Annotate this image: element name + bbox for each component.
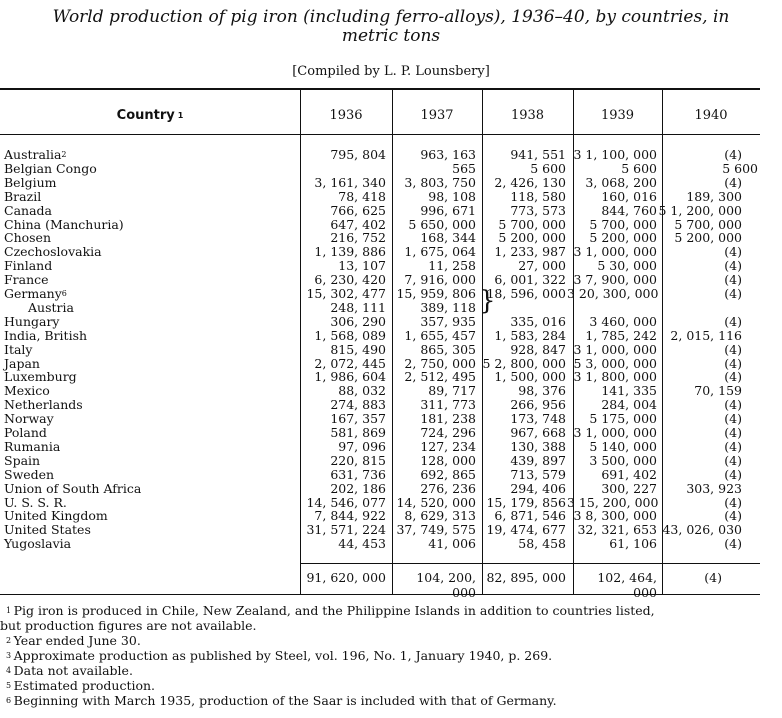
- footnote-text: Year ended June 30.: [13, 633, 141, 648]
- value-cell: 130, 388: [510, 438, 566, 454]
- value-cell: 300, 227: [601, 480, 657, 496]
- value-cell: 248, 111: [330, 299, 386, 315]
- value-cell: (4): [724, 244, 742, 260]
- header-country-label: Country: [116, 107, 175, 123]
- table-row: [0, 426, 760, 439]
- value-cell: 189, 300: [686, 188, 742, 204]
- value-cell: 795, 804: [330, 147, 386, 162]
- table-row: [0, 343, 760, 356]
- title-line-2: metric tons: [341, 26, 441, 46]
- value-cell: 37, 749, 575: [396, 522, 476, 538]
- value-cell: 5 700, 000: [498, 216, 566, 232]
- table-row: [0, 537, 760, 550]
- total-1939: 102, 464, 000: [597, 570, 657, 600]
- value-cell: 5 600: [621, 160, 657, 176]
- country-name: Brazil: [4, 188, 42, 204]
- value-cell: 3 460, 000: [589, 313, 657, 329]
- table-row: [0, 190, 760, 203]
- footnote: [6, 604, 655, 618]
- total-1936: 91, 620, 000: [306, 570, 386, 585]
- value-cell: 78, 418: [338, 188, 386, 204]
- country-name: Belgium: [4, 174, 57, 190]
- table-row: [0, 384, 760, 397]
- value-cell: 3 8, 300, 000: [573, 508, 657, 524]
- value-cell: (4): [724, 258, 742, 274]
- value-cell: 88, 032: [338, 383, 386, 399]
- value-cell: 713, 579: [510, 466, 566, 482]
- value-cell: (4): [724, 494, 742, 510]
- value-cell: 1, 675, 064: [404, 244, 476, 260]
- value-cell: 15, 959, 806: [396, 286, 476, 301]
- header-year-1936: 1936: [329, 107, 363, 123]
- value-cell: 168, 344: [420, 230, 476, 246]
- value-cell: 844, 760: [601, 202, 657, 218]
- table-row: [0, 287, 760, 300]
- value-cell: 5 200, 000: [498, 230, 566, 246]
- value-cell: 98, 108: [428, 188, 476, 204]
- table-row: [0, 440, 760, 453]
- country-name: U. S. S. R.: [4, 494, 67, 510]
- subtitle: [Compiled by L. P. Lounsbery]: [292, 64, 490, 79]
- value-cell: 865, 305: [420, 341, 476, 357]
- footnote: [6, 649, 552, 663]
- value-cell: 647, 402: [330, 216, 386, 232]
- value-cell: 3 20, 300, 000: [567, 286, 659, 301]
- footnote: [0, 619, 256, 633]
- value-cell: 5 2, 800, 000: [482, 355, 566, 371]
- country-name: Sweden: [4, 466, 55, 482]
- value-cell: 1, 785, 242: [585, 327, 657, 343]
- country-name: Austria: [28, 299, 74, 315]
- footnote-number: 3: [6, 651, 14, 660]
- table-row: [0, 496, 760, 509]
- country-name: Belgian Congo: [4, 160, 97, 176]
- value-cell: 127, 234: [420, 438, 476, 454]
- footnote-text: but production figures are not available.: [0, 618, 257, 633]
- value-cell: 439, 897: [510, 452, 566, 468]
- country-name: Luxemburg: [4, 369, 77, 385]
- value-cell: 1, 233, 987: [494, 244, 566, 260]
- table-row: [0, 412, 760, 425]
- value-cell: 70, 159: [694, 383, 742, 399]
- table-row: [0, 176, 760, 189]
- table-row: [0, 148, 760, 161]
- country-name: France: [4, 272, 49, 288]
- country-name: United States: [4, 522, 91, 538]
- value-cell: 5 175, 000: [589, 411, 657, 427]
- value-cell: 928, 847: [510, 341, 566, 357]
- value-cell: 5 700, 000: [589, 216, 657, 232]
- value-cell: 3 1, 000, 000: [573, 341, 657, 357]
- value-cell: 32, 321, 653: [577, 522, 657, 538]
- header-year-1937: 1937: [420, 107, 454, 123]
- value-cell: 58, 458: [518, 536, 566, 552]
- value-cell: 27, 000: [518, 258, 566, 274]
- value-cell: (4): [724, 438, 742, 454]
- table-row: [0, 204, 760, 217]
- table-row: [0, 315, 760, 328]
- footnote-number: 5: [6, 681, 14, 690]
- country-name: Canada: [4, 202, 52, 218]
- country-name: Italy: [4, 341, 33, 357]
- country-name: Japan: [4, 355, 40, 371]
- value-cell: 11, 258: [428, 258, 476, 274]
- value-cell: 996, 671: [420, 202, 476, 218]
- table-row: [0, 301, 760, 314]
- table-title: [0, 8, 782, 46]
- value-cell: 5 140, 000: [589, 438, 657, 454]
- value-cell: 89, 717: [428, 383, 476, 399]
- table-row: [0, 509, 760, 522]
- country-name: Spain: [4, 452, 41, 468]
- value-cell: 6, 230, 420: [314, 272, 386, 288]
- value-cell: 2, 426, 130: [494, 174, 566, 190]
- value-cell: 294, 406: [510, 480, 566, 496]
- value-cell: 5 3, 000, 000: [573, 355, 657, 371]
- total-rule: [300, 563, 760, 564]
- value-cell: 303, 923: [686, 480, 742, 496]
- total-1937: 104, 200, 000: [416, 570, 476, 600]
- value-cell: 5 1, 200, 000: [658, 202, 742, 218]
- footnote: [6, 664, 133, 678]
- value-cell: 61, 106: [609, 536, 657, 552]
- table-row: [0, 218, 760, 231]
- value-cell: 692, 865: [420, 466, 476, 482]
- header-rule: [0, 134, 760, 135]
- value-cell: 173, 748: [510, 411, 566, 427]
- value-cell: 1, 500, 000: [494, 369, 566, 385]
- value-cell: 97, 096: [338, 438, 386, 454]
- value-cell: 335, 016: [510, 313, 566, 329]
- country-name: China (Manchuria): [4, 216, 124, 232]
- value-cell: 2, 750, 000: [404, 355, 476, 371]
- value-cell: 7, 916, 000: [404, 272, 476, 288]
- footnote-number: 6: [6, 696, 14, 705]
- value-cell: 967, 668: [510, 425, 566, 440]
- value-cell: 311, 773: [420, 397, 476, 413]
- value-cell: 3 7, 900, 000: [573, 272, 657, 288]
- value-cell: (4): [724, 286, 742, 301]
- value-cell: (4): [724, 369, 742, 385]
- table-row: [0, 370, 760, 383]
- value-cell: 3 15, 200, 000: [567, 494, 659, 510]
- value-cell: 3 1, 000, 000: [573, 244, 657, 260]
- value-cell: 6, 871, 546: [494, 508, 566, 524]
- value-cell: (4): [724, 466, 742, 482]
- country-name: United Kingdom: [4, 508, 108, 524]
- value-cell: 815, 490: [330, 341, 386, 357]
- table-row: [0, 468, 760, 481]
- table-row: [0, 482, 760, 495]
- value-cell: 1, 986, 604: [314, 369, 386, 385]
- value-cell: 631, 736: [330, 466, 386, 482]
- table-row: [0, 245, 760, 258]
- value-cell: 3 500, 000: [589, 452, 657, 468]
- value-cell: 306, 290: [330, 313, 386, 329]
- value-cell: 15, 179, 856: [486, 494, 566, 510]
- country-name: Mexico: [4, 383, 50, 399]
- value-cell: 18, 596, 000: [486, 286, 566, 301]
- value-cell: (4): [724, 313, 742, 329]
- value-cell: 216, 752: [330, 230, 386, 246]
- value-cell: 6, 001, 322: [494, 272, 566, 288]
- top-rule: [0, 88, 760, 90]
- value-cell: (4): [724, 536, 742, 552]
- country-name: Australia$^2$: [4, 147, 67, 162]
- table-row: [0, 162, 760, 175]
- value-cell: 941, 551: [510, 147, 566, 162]
- country-name: Poland: [4, 425, 47, 440]
- value-cell: 5 700, 000: [674, 216, 742, 232]
- value-cell: (4): [724, 147, 742, 162]
- footnote-ref: 1: [177, 110, 184, 120]
- value-cell: 5 200, 000: [674, 230, 742, 246]
- country-name: Yugoslavia: [4, 536, 72, 552]
- value-cell: 766, 625: [330, 202, 386, 218]
- value-cell: (4): [724, 397, 742, 413]
- value-cell: 963, 163: [420, 147, 476, 162]
- value-cell: 160, 016: [601, 188, 657, 204]
- value-cell: 5 600: [722, 160, 758, 176]
- value-cell: 266, 956: [510, 397, 566, 413]
- footnote-ref: 6: [61, 289, 67, 298]
- value-cell: 3, 161, 340: [314, 174, 386, 190]
- value-cell: 98, 376: [518, 383, 566, 399]
- value-cell: 19, 474, 677: [486, 522, 566, 538]
- value-cell: 14, 520, 000: [396, 494, 476, 510]
- value-cell: 773, 573: [510, 202, 566, 218]
- table-row: [0, 259, 760, 272]
- table-row: [0, 454, 760, 467]
- value-cell: 3 1, 800, 000: [573, 369, 657, 385]
- value-cell: (4): [724, 272, 742, 288]
- value-cell: 389, 118: [420, 299, 476, 315]
- country-name: Norway: [4, 411, 54, 427]
- table-row: [0, 398, 760, 411]
- value-cell: 276, 236: [420, 480, 476, 496]
- value-cell: 2, 072, 445: [314, 355, 386, 371]
- value-cell: 14, 546, 077: [306, 494, 386, 510]
- value-cell: 3 1, 100, 000: [573, 147, 657, 162]
- country-name: Finland: [4, 258, 53, 274]
- value-cell: 44, 453: [338, 536, 386, 552]
- country-name: India, British: [4, 327, 88, 343]
- value-cell: (4): [724, 452, 742, 468]
- country-name: Hungary: [4, 313, 60, 329]
- value-cell: 3, 068, 200: [585, 174, 657, 190]
- value-cell: 581, 869: [330, 425, 386, 440]
- value-cell: 13, 107: [338, 258, 386, 274]
- value-cell: 7, 844, 922: [314, 508, 386, 524]
- value-cell: 15, 302, 477: [306, 286, 386, 301]
- value-cell: 1, 655, 457: [404, 327, 476, 343]
- value-cell: 2, 015, 116: [670, 327, 742, 343]
- table-row: [0, 273, 760, 286]
- value-cell: 181, 238: [420, 411, 476, 427]
- header-year-1939: 1939: [600, 107, 635, 123]
- header-year-1940: 1940: [694, 107, 728, 123]
- value-cell: 5 30, 000: [597, 258, 657, 274]
- footnote-ref: 2: [61, 150, 67, 159]
- total-1938: 82, 895, 000: [486, 570, 566, 585]
- value-cell: 5 650, 000: [408, 216, 476, 232]
- value-cell: 8, 629, 313: [404, 508, 476, 524]
- value-cell: 128, 000: [420, 452, 476, 468]
- footnote: [6, 694, 557, 708]
- value-cell: 274, 883: [330, 397, 386, 413]
- value-cell: (4): [724, 355, 742, 371]
- value-cell: 43, 026, 030: [662, 522, 742, 538]
- footnote-text: Pig iron is produced in Chile, New Zealand, and the Philippine Islands in addition to countries listed,: [13, 603, 655, 618]
- footnote-number: 2: [6, 636, 14, 645]
- value-cell: 724, 296: [420, 425, 476, 440]
- value-cell: 1, 583, 284: [494, 327, 566, 343]
- value-cell: 31, 571, 224: [306, 522, 386, 538]
- table-row: [0, 329, 760, 342]
- value-cell: 1, 568, 089: [314, 327, 386, 343]
- country-name: Rumania: [4, 438, 61, 454]
- footnote: [6, 634, 141, 648]
- value-cell: 5 600: [530, 160, 566, 176]
- footnote-number: 4: [6, 666, 14, 675]
- footnote-text: Estimated production.: [13, 678, 156, 693]
- footnote-text: Beginning with March 1935, production of the Saar is included with that of Germany.: [13, 693, 557, 708]
- value-cell: 565: [452, 160, 476, 176]
- footnote-number: 1: [6, 606, 14, 615]
- value-cell: 167, 357: [330, 411, 386, 427]
- footnote-text: Data not available.: [13, 663, 133, 678]
- country-name: Union of South Africa: [4, 480, 142, 496]
- value-cell: 691, 402: [601, 466, 657, 482]
- value-cell: (4): [724, 341, 742, 357]
- country-name: Netherlands: [4, 397, 83, 413]
- country-name: Germany$^6$: [4, 286, 67, 301]
- value-cell: 284, 004: [601, 397, 657, 413]
- total-1940: (4): [704, 570, 722, 585]
- value-cell: (4): [724, 425, 742, 440]
- value-cell: 41, 006: [428, 536, 476, 552]
- table-row: [0, 357, 760, 370]
- value-cell: 2, 512, 495: [404, 369, 476, 385]
- footnote: [6, 679, 155, 693]
- value-cell: (4): [724, 508, 742, 524]
- value-cell: 5 200, 000: [589, 230, 657, 246]
- value-cell: 3 1, 000, 000: [573, 425, 657, 440]
- title-line-1: World production of pig iron (including ferro-alloys), 1936–40, by countries, in: [52, 7, 730, 27]
- value-cell: 1, 139, 886: [314, 244, 386, 260]
- footnote-text: Approximate production as published by Steel, vol. 196, No. 1, January 1940, p. 269.: [13, 648, 553, 663]
- table-row: [0, 523, 760, 536]
- value-cell: 3, 803, 750: [404, 174, 476, 190]
- value-cell: 141, 335: [601, 383, 657, 399]
- value-cell: (4): [724, 174, 742, 190]
- country-name: Chosen: [4, 230, 52, 246]
- value-cell: 118, 580: [510, 188, 566, 204]
- header-year-1938: 1938: [510, 107, 545, 123]
- value-cell: 220, 815: [330, 452, 386, 468]
- value-cell: (4): [724, 411, 742, 427]
- germany-austria-brace: }: [479, 286, 496, 316]
- table-row: [0, 231, 760, 244]
- country-name: Czechoslovakia: [4, 244, 102, 260]
- value-cell: 202, 186: [330, 480, 386, 496]
- header-country: [0, 96, 300, 134]
- value-cell: 357, 935: [420, 313, 476, 329]
